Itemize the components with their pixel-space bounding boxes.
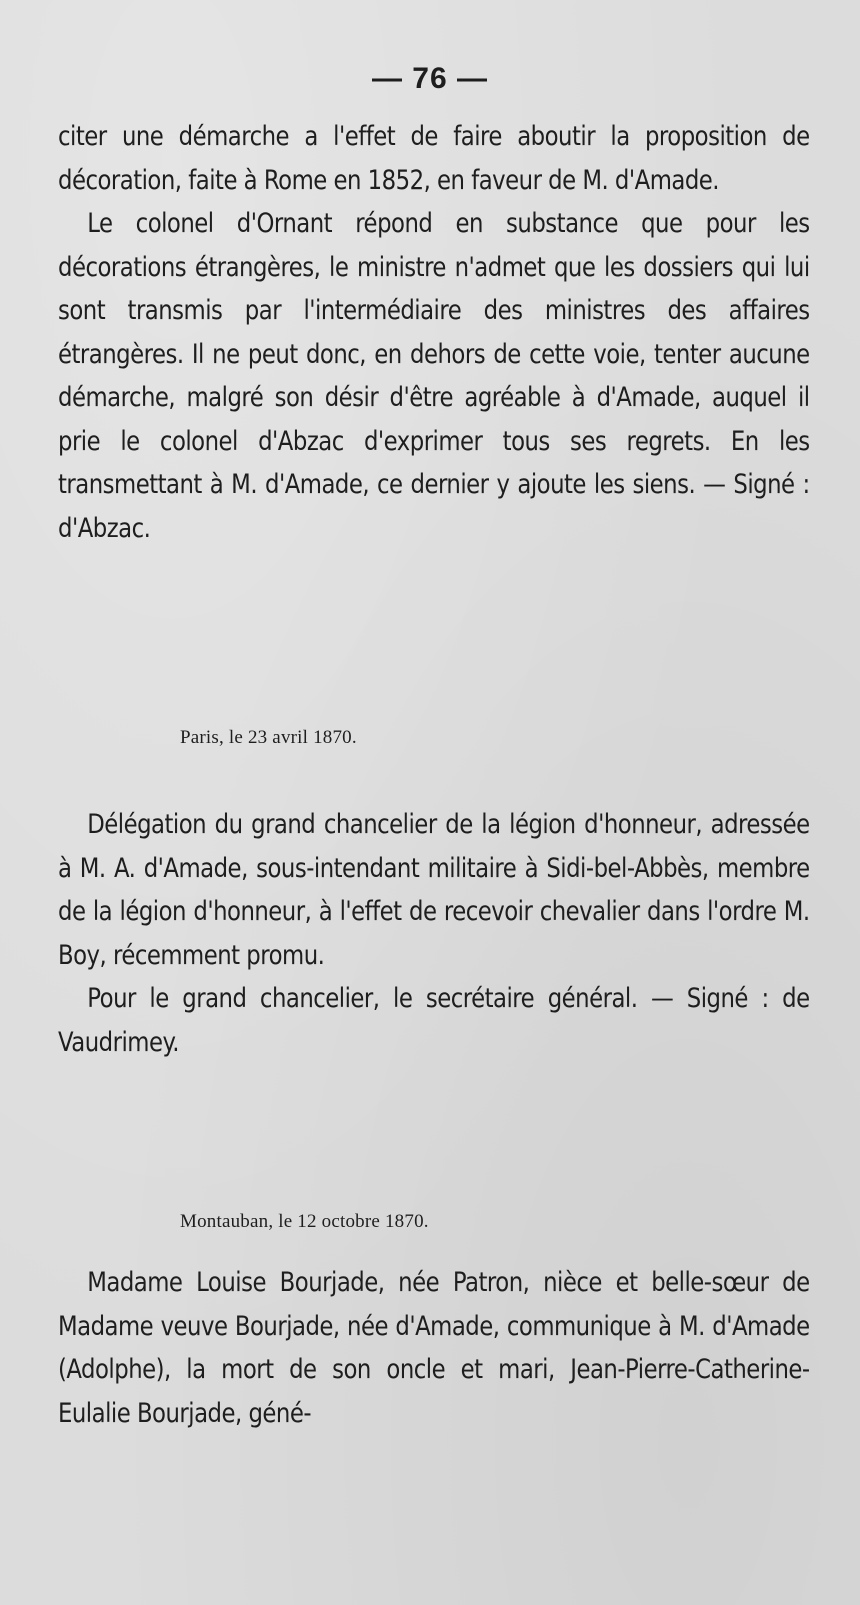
text-section-2 (58, 803, 810, 1064)
paragraph: Madame Louise Bourjade, née Patron, nièce et belle-sœur de Madame veuve Bourjade, née d'Amade, communique à M. d'Amade (Adolphe), la mort de son oncle et mari, Jean-Pierre-Catherine-Eulalie Bourjade, géné- (58, 1267, 810, 1429)
text-section-3 (58, 1261, 810, 1435)
text-section-1 (58, 115, 810, 550)
paragraph: Délégation du grand chancelier de la légion d'honneur, adressée à M. A. d'Amade, sous-intendant militaire à Sidi-bel-Abbès, membre de la légion d'honneur, à l'effet de recevoir chevalier dans l'ordre M. Boy, récemment promu. (58, 809, 810, 971)
paragraph: citer une démarche a l'effet de faire aboutir la proposition de décoration, faite à Rome en 1852, en faveur de M. d'Amade. (58, 121, 810, 196)
page-number: — 76 — (371, 62, 489, 95)
paragraph: Pour le grand chancelier, le secrétaire général. — Signé : de Vaudrimey. (58, 983, 810, 1058)
dateline: Paris, le 23 avril 1870. (180, 727, 357, 748)
paragraph: Le colonel d'Ornant répond en substance que pour les décorations étrangères, le ministre n'admet que les dossiers qui lui sont transmis par l'intermédiaire des ministres des affaires étrangères. Il ne peut donc, en dehors de cette voie, tenter aucune démarche, malgré son désir d'être agréable à d'Amade, auquel il prie le colonel d'Abzac d'exprimer tous ses regrets. En les transmettant à M. d'Amade, ce dernier y ajoute les siens. — Signé : d'Abzac. (58, 208, 810, 544)
dateline: Montauban, le 12 octobre 1870. (180, 1211, 429, 1232)
